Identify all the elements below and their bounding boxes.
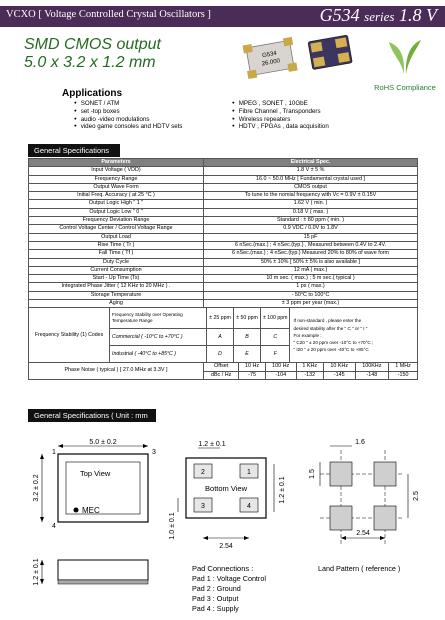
header-category: VCXO [ Voltage Controlled Crystal Oscillators ]	[6, 9, 211, 20]
pad-connections	[192, 564, 266, 614]
table-row: Current Consumption 12 mA ( max.)	[29, 266, 418, 274]
pin1-dot-icon	[74, 508, 79, 513]
frequency-stability-table: Frequency Stability (1) Codes Frequency Stability over Operating Temperature Range ± 25 ppm ± 50 ppm ± 100 ppm If non-standard , please enter the desired stability after the " C " or " I " For example : " C20 " ± 20 ppm over -10°C to +70°C ; " I20 " ± 20 ppm over -40°C to +85°C Commercial ( -10°C to +70°C ) A B C Industrial ( -40°C to +85°C ) D E F	[29, 308, 417, 362]
list-item: ● set -top boxes	[74, 108, 183, 116]
table-row: Duty Cycle 50% ± 10% [ 50% ± 5% is also available ]	[29, 258, 418, 266]
land-pattern-drawing	[300, 434, 440, 562]
mec-logo: MEC	[82, 506, 100, 515]
table-row: Output Load 15 pF	[29, 233, 418, 241]
pad-3-label: 3	[201, 503, 205, 510]
applications-col2	[232, 100, 329, 131]
dim-height: 3.2 ± 0.2	[33, 474, 40, 502]
list-item: ● audio -video modulations	[74, 116, 183, 124]
applications-title: Applications	[62, 88, 123, 99]
spec-table	[28, 158, 418, 380]
dim-lp-left: 1.5	[309, 469, 316, 479]
list-item: Pad 4 : Supply	[192, 604, 239, 613]
table-row: dBc / Hz -75 -104 -132 -145 -148 -150	[29, 371, 418, 379]
applications-col1	[74, 100, 183, 131]
list-item: Pad 2 : Ground	[192, 584, 241, 593]
rohs-label: RoHS Compliance	[374, 83, 436, 92]
table-row: Control Voltage Center / Control Voltage Range 0.9 VDC / 0.0V to 1.8V	[29, 225, 418, 233]
table-row: Phase Noise ( typical ) [ 27.0 MHz at 3.3V ] Offset 10 Hz 100 Hz 1 KHz 10 KHz 100KHz 1 MHz	[29, 363, 418, 371]
table-row: Storage Temperature - 50°C to 100°C	[29, 291, 418, 299]
table-row: Output Wave Form CMOS output	[29, 183, 418, 191]
product-photo	[238, 32, 356, 88]
table-row: Initial Freq. Accuracy ( at 25 °C ) To tune to the nomial frequency with Vc = 0.9V ± 0.15V	[29, 192, 418, 200]
dim-lp-top: 1.6	[355, 439, 365, 446]
rohs-badge	[370, 36, 440, 92]
dim-pad-right: 1.2 ± 0.1	[279, 476, 286, 504]
pad-4-label: 4	[247, 503, 251, 510]
bottom-view-drawing	[168, 438, 308, 566]
pad-connections-title: Pad Connections :	[192, 564, 254, 573]
section-header-specs: General Specifications	[28, 144, 120, 157]
dim-pad-width: 1.2 ± 0.1	[198, 441, 226, 448]
list-item: ● video game consoles and HDTV sets	[74, 123, 183, 131]
leaf-icon	[385, 36, 425, 76]
table-row: Fall Time ( Tf ) 6 nSec.(max.) ; 4 nSec.(typ.) Measured 20% to 80% of wave form	[29, 250, 418, 258]
fs-label: Frequency Stability (1) Codes	[29, 308, 110, 362]
list-item: Pad 1 : Voltage Control	[192, 574, 266, 583]
table-row: Frequency Range 16.0 ~ 50.0 MHz [ Fundamental crystal used ]	[29, 175, 418, 183]
section-header-dimensions: General Specifications ( Unit : mm )	[28, 409, 156, 422]
list-item: ● Fibre Channel , Transponders	[232, 108, 329, 116]
dim-lp-right: 2.5	[413, 491, 420, 501]
fs-note: If non-standard , please enter the desired stability after the " C " or " I " For example : " C20 " ± 20 ppm over -10°C to +70°C ; " I20 " ± 20 ppm over -40°C to +85°C	[290, 308, 417, 362]
dim-lp-bottom: 2.54	[356, 530, 370, 537]
phase-noise-label: Phase Noise ( typical ) [ 27.0 MHz at 3.3V ]	[29, 363, 204, 380]
list-item: Pad 3 : Output	[192, 594, 239, 603]
header-model: G534 series 1.8 V	[319, 5, 437, 25]
fs-subhead: Frequency Stability over Operating Temperature Range	[110, 308, 207, 329]
table-row: Integrated Phase Jitter ( 12 KHz to 20 MHz ) . 1 ps ( max.)	[29, 283, 418, 291]
table-row: Frequency Deviation Range Standard : ± 80 ppm ( min. )	[29, 217, 418, 225]
table-row: Output Logic High " 1 " 1.62 V ( min. )	[29, 200, 418, 208]
table-row: Output Logic Low " 0 " 0.18 V ( max. )	[29, 208, 418, 216]
title-line2: 5.0 x 3.2 x 1.2 mm	[24, 54, 156, 71]
list-item: ● MPEG , SONET , 10GbE	[232, 100, 329, 108]
land-pattern-label: Land Pattern ( reference )	[318, 564, 401, 573]
pad-1-label: 1	[247, 469, 251, 476]
bottom-view-label: Bottom View	[205, 484, 247, 493]
pin-1-label: 1	[52, 449, 56, 456]
marking-line1: G534	[261, 50, 278, 60]
table-row: Start - Up Time (Ts) 10 m sec. ( max.) ; 5 m sec.( typical )	[29, 275, 418, 283]
pin-4-label: 4	[52, 523, 56, 530]
table-row: Input Voltage ( VDD) 1.8 V ± 5 %	[29, 167, 418, 175]
dim-side-height: 1.2 ± 0.1	[33, 558, 40, 586]
list-item: ● SONET / ATM	[74, 100, 183, 108]
table-row: Rise Time ( Tr ) 6 nSec.(max.) ; 4 nSec.(typ.) , Measured between 0.4V to 2.4V.	[29, 241, 418, 249]
header-bar	[0, 6, 445, 27]
title-line1: SMD CMOS output	[24, 36, 161, 53]
dim-pad-left: 1.0 ± 0.1	[169, 512, 176, 540]
top-view-drawing	[28, 432, 178, 618]
table-header: Parameters Electrical Spec.	[29, 159, 418, 167]
top-view-label: Top View	[80, 469, 111, 478]
table-row: Aging ± 3 ppm per year (max.)	[29, 300, 418, 308]
dim-width: 5.0 ± 0.2	[89, 439, 117, 446]
dim-pitch: 2.54	[219, 543, 233, 550]
pad-2-label: 2	[201, 469, 205, 476]
marking-line2: 26.000	[261, 58, 281, 68]
product-title	[24, 36, 161, 72]
list-item: ● Wireless repeaters	[232, 116, 329, 124]
list-item: ● HDTV , FPGAs , data acquisition	[232, 123, 329, 131]
table-row	[29, 308, 418, 363]
pin-3-label: 3	[152, 449, 156, 456]
